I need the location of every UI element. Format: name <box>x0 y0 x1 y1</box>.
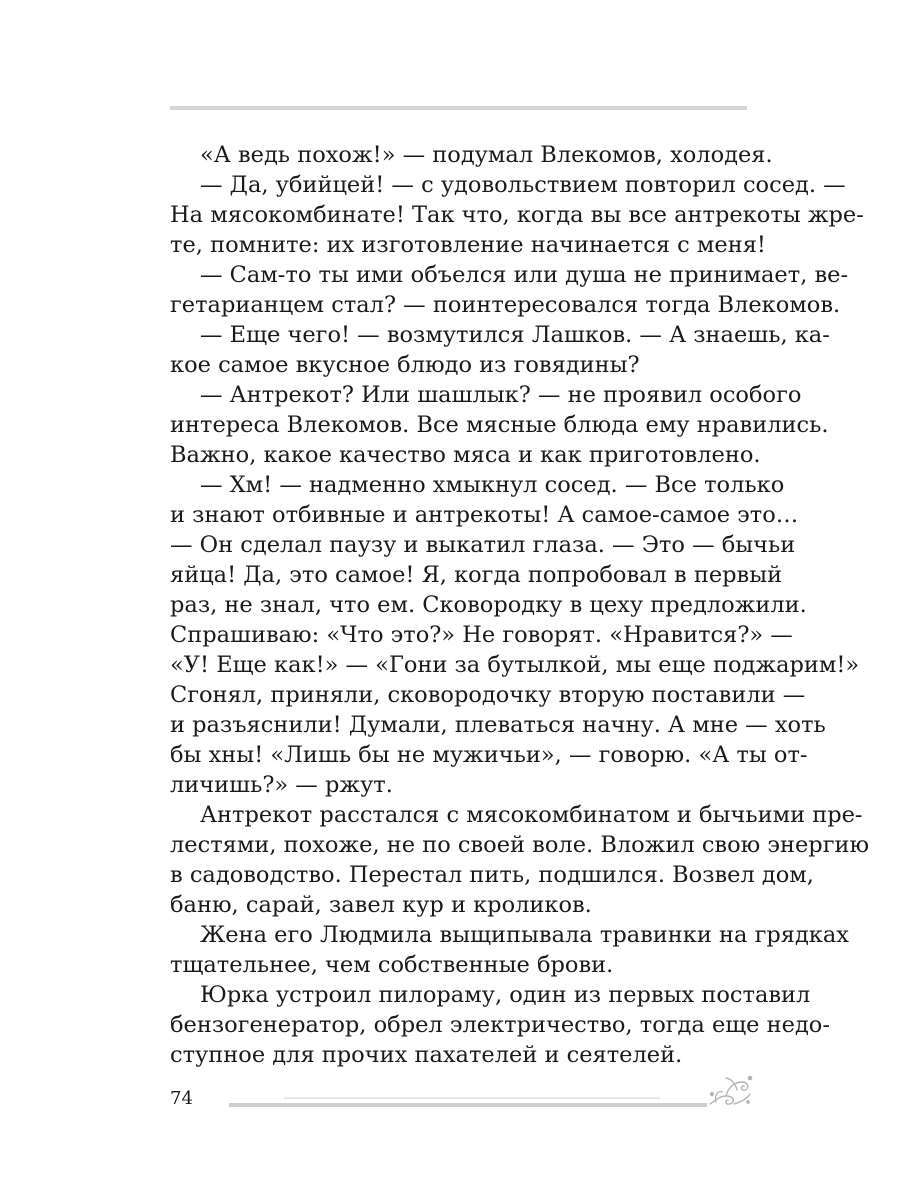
text-line: лестями, похоже, не по своей воле. Вложил свою энергию <box>170 832 870 858</box>
floral-ornament-icon <box>704 1072 754 1112</box>
text-line: — Хм! — надменно хмыкнул сосед. — Все только <box>200 472 785 498</box>
text-line: Юрка устроил пилораму, один из первых поставил <box>200 982 811 1008</box>
header-rule <box>170 106 747 110</box>
text-line: Важно, какое качество мяса и как приготовлено. <box>170 442 761 468</box>
text-line: Сгонял, приняли, сковородочку вторую поставили — <box>170 682 806 708</box>
text-line: и разъяснили! Думали, плеваться начну. А мне — хоть <box>170 712 826 738</box>
text-line: На мясокомбинате! Так что, когда вы все антрекоты жре- <box>170 202 864 228</box>
text-line: Антрекот расстался с мясокомбинатом и бычьими пре- <box>200 802 863 828</box>
text-line: — Антрекот? Или шашлык? — не проявил особого <box>200 382 802 408</box>
text-line: «А ведь похож!» — подумал Влекомов, холодея. <box>200 142 773 168</box>
text-line: раз, не знал, что ем. Сковородку в цеху предложили. <box>170 592 807 618</box>
footer-rule <box>229 1103 707 1107</box>
text-line: интереса Влекомов. Все мясные блюда ему нравились. <box>170 412 829 438</box>
page-number: 74 <box>170 1088 193 1109</box>
text-line: — Еще чего! — возмутился Лашков. — А знаешь, ка- <box>200 322 830 348</box>
text-line: — Он сделал паузу и выкатил глаза. — Это — бычьи <box>170 532 796 558</box>
text-line: бы хны! «Лишь бы не мужичьи», — говорю. «А ты от- <box>170 742 808 768</box>
text-line: Жена его Людмила выщипывала травинки на грядках <box>200 922 849 948</box>
footer-rule-highlight <box>284 1097 660 1099</box>
text-line: кое самое вкусное блюдо из говядины? <box>170 352 640 378</box>
text-line: гетарианцем стал? — поинтересовался тогда Влекомов. <box>170 292 841 318</box>
text-line: ступное для прочих пахателей и сеятелей. <box>170 1042 683 1068</box>
text-line: «У! Еще как!» — «Гони за бутылкой, мы еще поджарим!» <box>170 652 860 678</box>
text-line: — Да, убийцей! — с удовольствием повторил сосед. — <box>200 172 846 198</box>
text-line: те, помните: их изготовление начинается с меня! <box>170 232 766 258</box>
text-line: личишь?» — ржут. <box>170 772 393 798</box>
text-line: — Сам-то ты ими объелся или душа не принимает, ве- <box>200 262 849 288</box>
text-line: Спрашиваю: «Что это?» Не говорят. «Нравится?» — <box>170 622 793 648</box>
text-line: тщательнее, чем собственные брови. <box>170 952 614 978</box>
text-line: яйца! Да, это самое! Я, когда попробовал в первый <box>170 562 783 588</box>
text-line: бензогенератор, обрел электричество, тогда еще недо- <box>170 1012 830 1038</box>
text-line: и знают отбивные и антрекоты! А самое-самое это… <box>170 502 799 528</box>
text-line: в садоводство. Перестал пить, подшился. Возвел дом, <box>170 862 814 888</box>
body-text <box>170 140 870 1070</box>
text-line: баню, сарай, завел кур и кроликов. <box>170 892 592 918</box>
